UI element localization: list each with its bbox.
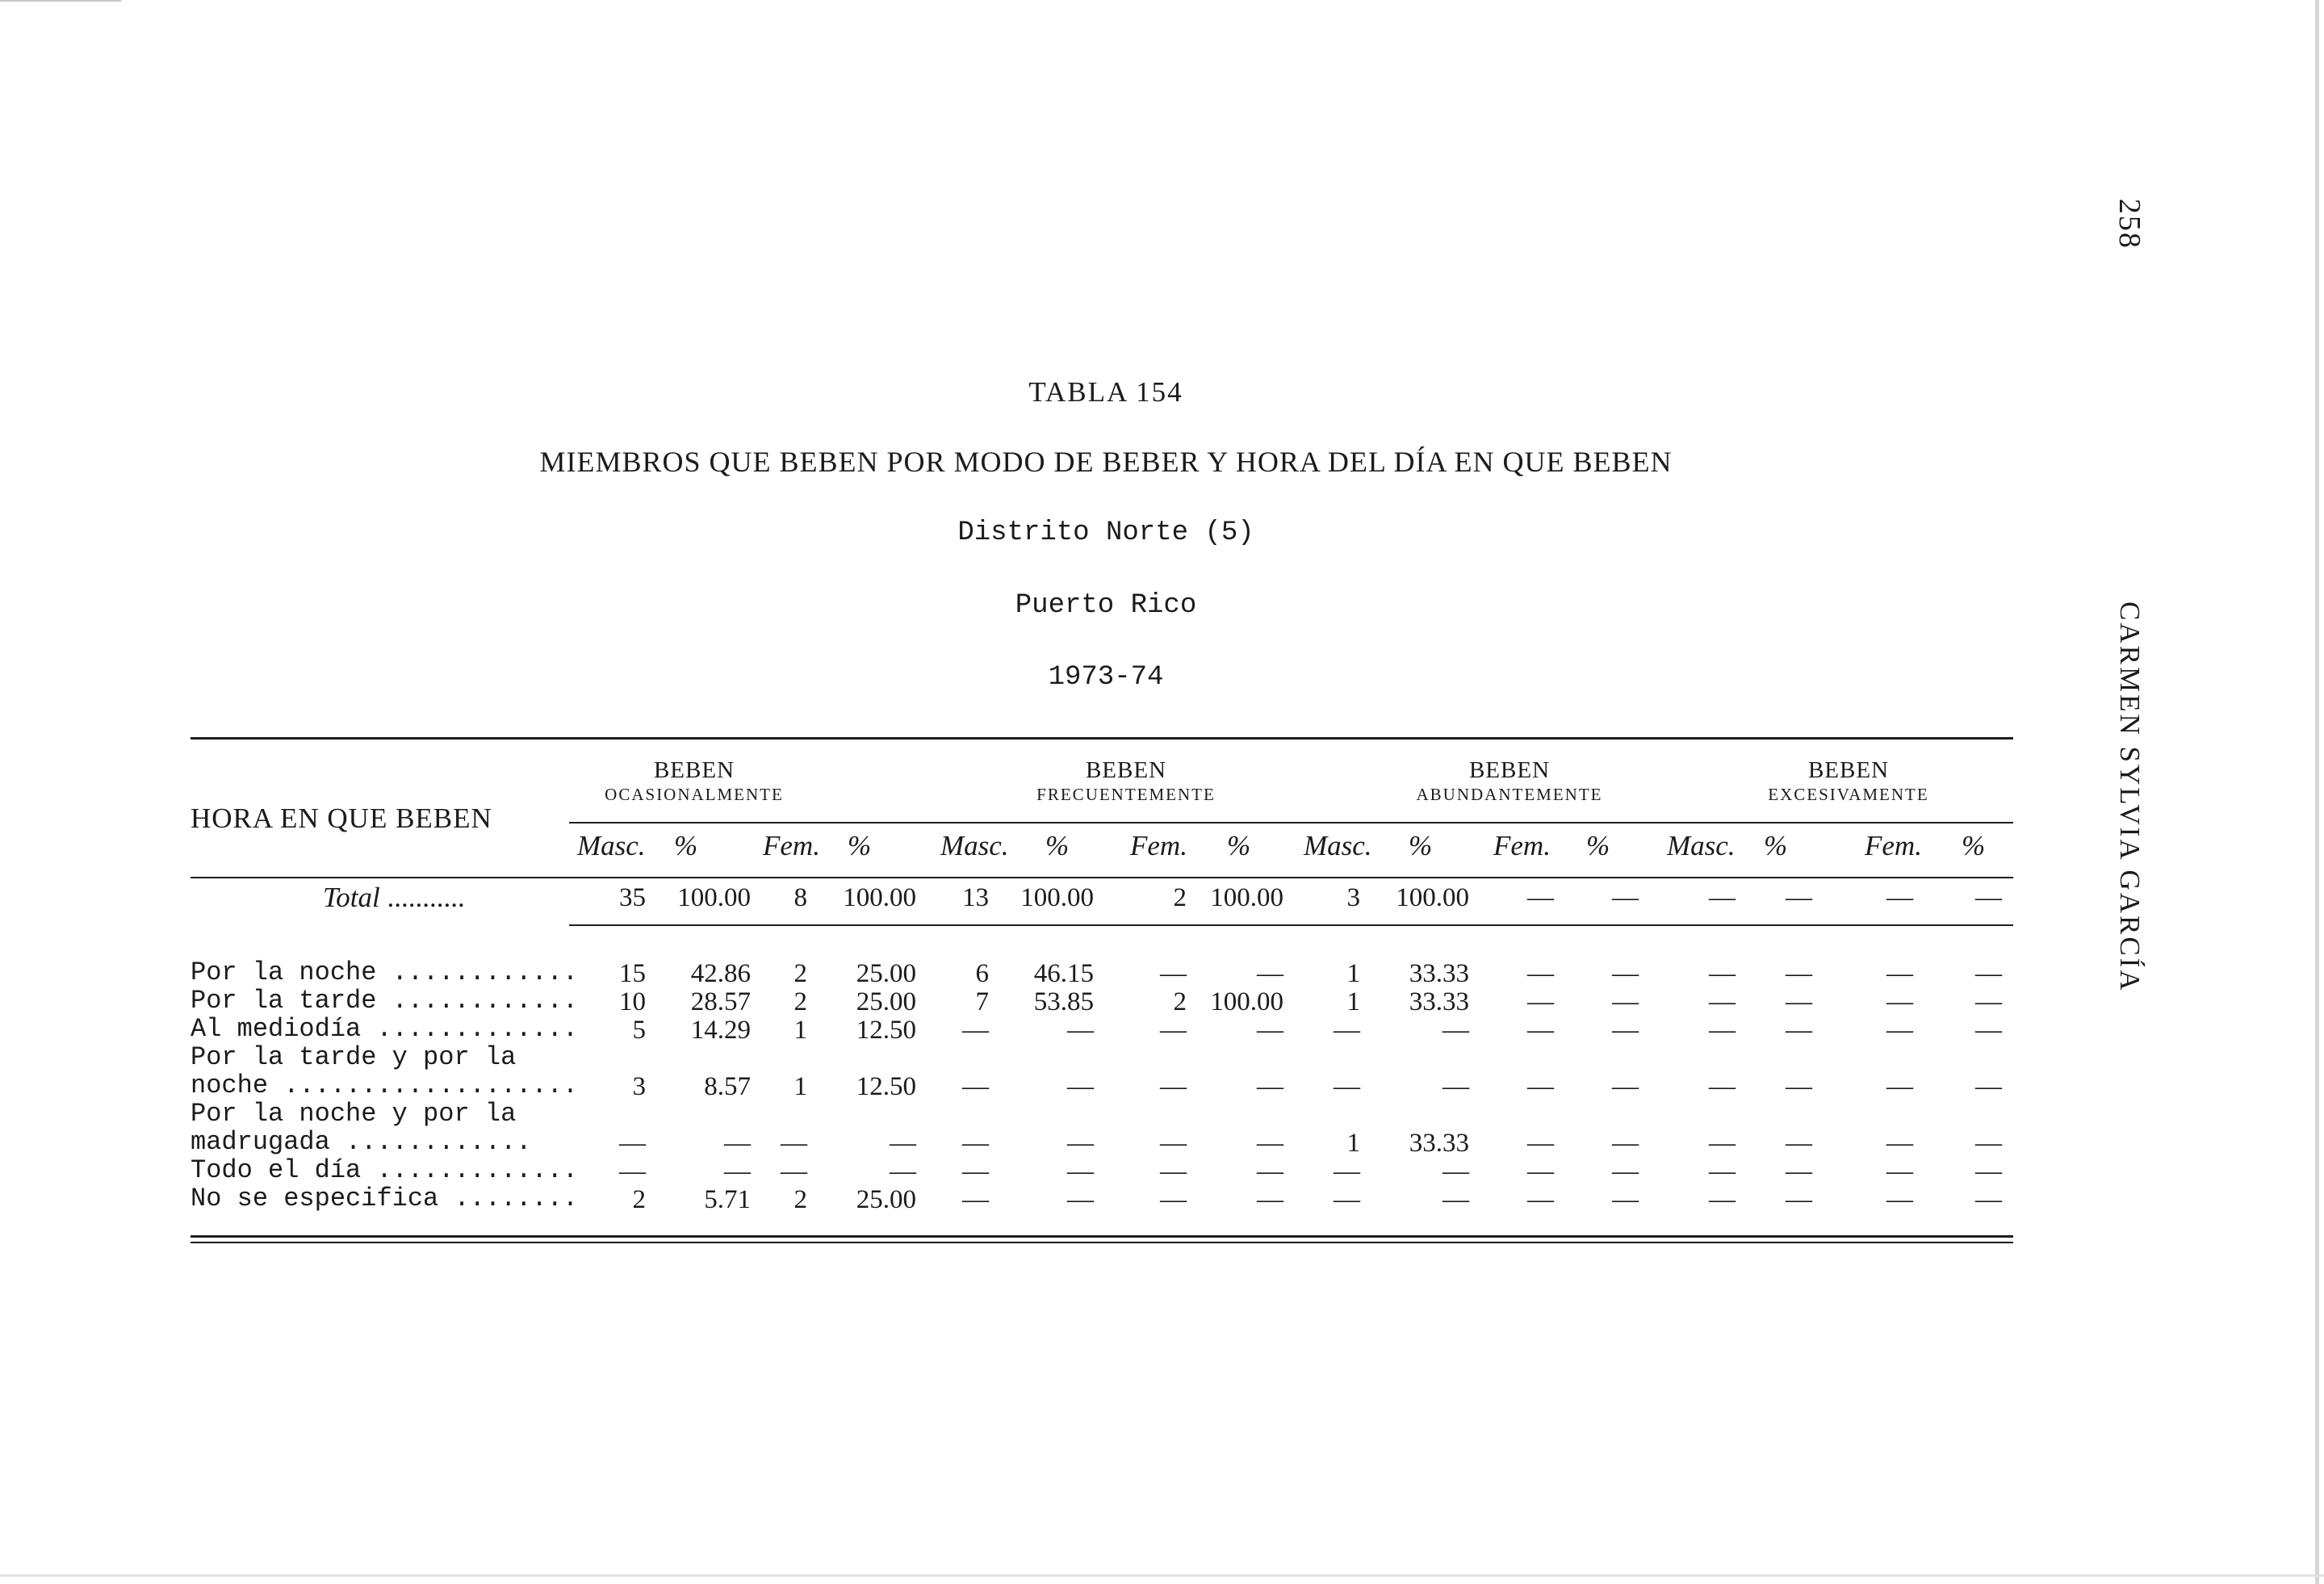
empty-cell: — <box>1334 1072 1360 1101</box>
empty-cell: — <box>1527 1185 1554 1214</box>
total-leader: ........... <box>387 882 465 913</box>
empty-cell: — <box>962 1157 989 1186</box>
empty-cell: — <box>1975 1016 2002 1045</box>
percent-cell: 33.33 <box>1409 987 1469 1016</box>
count-cell: 1 <box>794 1072 807 1101</box>
subtitle-district: Distrito Norte (5) <box>957 518 1254 548</box>
empty-cell: — <box>1886 1185 1913 1214</box>
page-edge-bottom <box>0 1574 2324 1577</box>
empty-cell: — <box>1334 1016 1360 1045</box>
empty-cell: — <box>1975 883 2002 912</box>
total-label <box>323 882 465 914</box>
empty-cell: — <box>1443 1072 1469 1101</box>
empty-cell: — <box>1786 1157 1812 1186</box>
percent-cell: 5.71 <box>704 1185 751 1214</box>
group-header-ocasionalmente <box>581 756 807 805</box>
subheader-count: Masc. <box>577 830 646 861</box>
empty-cell: — <box>1612 1129 1639 1158</box>
subheader-percent: % <box>1045 830 1070 861</box>
empty-cell: — <box>1975 959 2002 988</box>
empty-cell: — <box>1160 1016 1187 1045</box>
empty-cell: — <box>1527 987 1554 1016</box>
empty-cell: — <box>1334 1185 1360 1214</box>
count-cell: 3 <box>632 1072 646 1101</box>
subheader-count: Masc. <box>1304 830 1372 861</box>
count-cell: 1 <box>1346 1129 1360 1158</box>
empty-cell: — <box>1709 1129 1736 1158</box>
empty-cell: — <box>1886 883 1913 912</box>
empty-cell: — <box>1612 987 1639 1016</box>
row-label: Por la tarde ............ <box>191 986 579 1016</box>
empty-cell: — <box>1786 959 1812 988</box>
empty-cell: — <box>1160 959 1187 988</box>
empty-cell: — <box>1709 1016 1736 1045</box>
empty-cell: — <box>1067 1129 1094 1158</box>
percent-cell: 25.00 <box>856 987 916 1016</box>
group-header-rule <box>569 822 2013 823</box>
count-cell: 8 <box>794 883 807 912</box>
subheader-count: Fem. <box>1130 830 1187 861</box>
empty-cell: — <box>1612 959 1639 988</box>
percent-cell: 100.00 <box>843 883 916 912</box>
subheader-rule <box>191 877 2013 878</box>
empty-cell: — <box>1886 1157 1913 1186</box>
count-cell: 1 <box>1346 959 1360 988</box>
total-label-text: Total <box>323 882 380 913</box>
subtitle-country: Puerto Rico <box>1015 590 1197 621</box>
table-bottom-rule <box>191 1235 2013 1238</box>
row-label: Todo el día ............. <box>191 1155 579 1185</box>
empty-cell: — <box>962 1185 989 1214</box>
empty-cell: — <box>1257 1129 1283 1158</box>
count-cell: 2 <box>632 1185 646 1214</box>
empty-cell: — <box>1612 883 1639 912</box>
empty-cell: — <box>724 1129 751 1158</box>
empty-cell: — <box>1786 987 1812 1016</box>
empty-cell: — <box>1527 1129 1554 1158</box>
empty-cell: — <box>962 1016 989 1045</box>
subheader-percent: % <box>1586 830 1610 861</box>
table-label: TABLA 154 <box>1028 376 1183 408</box>
count-cell: 2 <box>1173 883 1187 912</box>
percent-cell: 100.00 <box>1210 987 1283 1016</box>
subheader-percent: % <box>1962 830 1986 861</box>
empty-cell: — <box>1709 987 1736 1016</box>
group-subtitle: OCASIONALMENTE <box>605 784 784 804</box>
empty-cell: — <box>1160 1072 1187 1101</box>
empty-cell: — <box>1334 1157 1360 1186</box>
percent-cell: 100.00 <box>677 883 751 912</box>
row-label: Por la noche y por la <box>191 1099 517 1129</box>
empty-cell: — <box>1160 1185 1187 1214</box>
count-cell: 1 <box>1346 987 1360 1016</box>
empty-cell: — <box>1527 1072 1554 1101</box>
stub-header: HORA EN QUE BEBEN <box>191 802 492 834</box>
empty-cell: — <box>1527 1157 1554 1186</box>
percent-cell: 33.33 <box>1409 1129 1469 1158</box>
empty-cell: — <box>1160 1129 1187 1158</box>
percent-cell: 53.85 <box>1033 987 1094 1016</box>
empty-cell: — <box>1612 1185 1639 1214</box>
subheader-percent: % <box>1227 830 1251 861</box>
group-title: BEBEN <box>1468 757 1551 783</box>
empty-cell: — <box>781 1157 807 1186</box>
empty-cell: — <box>1257 1072 1283 1101</box>
table-bottom-rule-2 <box>191 1242 2013 1243</box>
count-cell: 1 <box>794 1016 807 1045</box>
group-header-excesivamente <box>1695 756 2002 805</box>
empty-cell: — <box>962 1129 989 1158</box>
empty-cell: — <box>1886 959 1913 988</box>
empty-cell: — <box>1257 1157 1283 1186</box>
page-number: 258 <box>2113 199 2146 249</box>
empty-cell: — <box>1975 1157 2002 1186</box>
subheader-percent: % <box>1409 830 1433 861</box>
empty-cell: — <box>781 1129 807 1158</box>
empty-cell: — <box>890 1129 916 1158</box>
empty-cell: — <box>1257 959 1283 988</box>
percent-cell: 33.33 <box>1409 959 1469 988</box>
subheader-count: Fem. <box>1865 830 1922 861</box>
empty-cell: — <box>1886 1129 1913 1158</box>
empty-cell: — <box>1257 1185 1283 1214</box>
percent-cell: 25.00 <box>856 959 916 988</box>
percent-cell: 100.00 <box>1020 883 1094 912</box>
empty-cell: — <box>1443 1185 1469 1214</box>
count-cell: 2 <box>794 959 807 988</box>
group-subtitle: FRECUENTEMENTE <box>1036 784 1216 804</box>
empty-cell: — <box>1975 1129 2002 1158</box>
subheader-count: Fem. <box>763 830 820 861</box>
empty-cell: — <box>1786 1129 1812 1158</box>
count-cell: 5 <box>632 1016 646 1045</box>
percent-cell: 14.29 <box>690 1016 751 1045</box>
empty-cell: — <box>1975 1185 2002 1214</box>
count-cell: 10 <box>619 987 646 1016</box>
percent-cell: 12.50 <box>856 1072 916 1101</box>
subtitle-years: 1973-74 <box>1048 662 1164 693</box>
subheader-count: Masc. <box>940 830 1009 861</box>
empty-cell: — <box>962 1072 989 1101</box>
empty-cell: — <box>1786 1016 1812 1045</box>
group-subtitle: EXCESIVAMENTE <box>1768 784 1929 804</box>
empty-cell: — <box>724 1157 751 1186</box>
row-label: Por la noche ............ <box>191 958 579 987</box>
group-title: BEBEN <box>1807 757 1890 783</box>
empty-cell: — <box>619 1157 646 1186</box>
page-edge <box>2315 0 2319 1584</box>
percent-cell: 8.57 <box>704 1072 751 1101</box>
count-cell: 6 <box>975 959 989 988</box>
total-rule <box>569 924 2013 926</box>
subheader-percent: % <box>1764 830 1788 861</box>
empty-cell: — <box>1067 1016 1094 1045</box>
count-cell: 15 <box>619 959 646 988</box>
row-label: noche ................... <box>191 1071 579 1100</box>
table-top-rule <box>191 737 2013 740</box>
empty-cell: — <box>1975 1072 2002 1101</box>
table-title: MIEMBROS QUE BEBEN POR MODO DE BEBER Y HORA DEL DÍA EN QUE BEBEN <box>539 446 1673 478</box>
subheader-percent: % <box>848 830 872 861</box>
subheader-count: Masc. <box>1667 830 1736 861</box>
empty-cell: — <box>1786 883 1812 912</box>
group-title: BEBEN <box>653 757 735 783</box>
count-cell: 2 <box>794 1185 807 1214</box>
row-label: No se especifica ........ <box>191 1184 579 1213</box>
group-subtitle: ABUNDANTEMENTE <box>1416 784 1603 804</box>
subheader-percent: % <box>674 830 698 861</box>
running-head: CARMEN SYLVIA GARCÍA <box>2114 601 2146 993</box>
count-cell: 2 <box>1173 987 1187 1016</box>
percent-cell: 28.57 <box>690 987 751 1016</box>
empty-cell: — <box>1886 1016 1913 1045</box>
count-cell: 3 <box>1346 883 1360 912</box>
percent-cell: 12.50 <box>856 1016 916 1045</box>
empty-cell: — <box>1612 1072 1639 1101</box>
subheader-count: Fem. <box>1493 830 1551 861</box>
percent-cell: 25.00 <box>856 1185 916 1214</box>
empty-cell: — <box>1786 1185 1812 1214</box>
percent-cell: 100.00 <box>1396 883 1469 912</box>
empty-cell: — <box>890 1157 916 1186</box>
count-cell: 13 <box>962 883 989 912</box>
empty-cell: — <box>1709 883 1736 912</box>
row-label: Por la tarde y por la <box>191 1042 517 1072</box>
empty-cell: — <box>1257 1016 1283 1045</box>
percent-cell: 100.00 <box>1210 883 1283 912</box>
empty-cell: — <box>1067 1072 1094 1101</box>
group-header-abundantemente <box>1340 756 1679 805</box>
empty-cell: — <box>1527 1016 1554 1045</box>
empty-cell: — <box>1709 1072 1736 1101</box>
empty-cell: — <box>1612 1157 1639 1186</box>
count-cell: 7 <box>975 987 989 1016</box>
empty-cell: — <box>1786 1072 1812 1101</box>
group-title: BEBEN <box>1085 757 1167 783</box>
row-label: Al mediodía ............. <box>191 1014 579 1044</box>
empty-cell: — <box>1886 1072 1913 1101</box>
page-corner-rule <box>0 0 121 2</box>
count-cell: 35 <box>619 883 646 912</box>
empty-cell: — <box>1886 987 1913 1016</box>
empty-cell: — <box>1527 959 1554 988</box>
row-label: madrugada ............ <box>191 1127 532 1157</box>
percent-cell: 42.86 <box>690 959 751 988</box>
percent-cell: 46.15 <box>1033 959 1094 988</box>
empty-cell: — <box>1709 1185 1736 1214</box>
group-header-frecuentemente <box>957 756 1296 805</box>
count-cell: 2 <box>794 987 807 1016</box>
empty-cell: — <box>1975 987 2002 1016</box>
empty-cell: — <box>1443 1016 1469 1045</box>
empty-cell: — <box>1067 1185 1094 1214</box>
empty-cell: — <box>1709 959 1736 988</box>
empty-cell: — <box>619 1129 646 1158</box>
empty-cell: — <box>1527 883 1554 912</box>
empty-cell: — <box>1067 1157 1094 1186</box>
empty-cell: — <box>1160 1157 1187 1186</box>
empty-cell: — <box>1612 1016 1639 1045</box>
empty-cell: — <box>1709 1157 1736 1186</box>
empty-cell: — <box>1443 1157 1469 1186</box>
